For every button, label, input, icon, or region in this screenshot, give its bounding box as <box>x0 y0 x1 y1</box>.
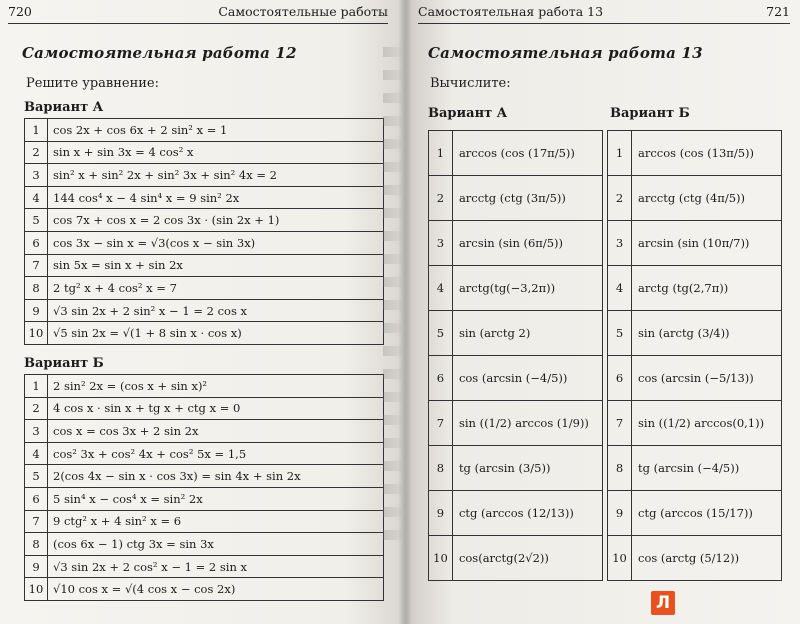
table-row <box>25 397 384 420</box>
row-number-a: 8 <box>429 446 453 491</box>
row-number-b: 8 <box>608 446 632 491</box>
equation: 144 cos⁴ x − 4 sin⁴ x = 9 sin² 2x <box>48 186 384 209</box>
instruction: Вычислите: <box>430 76 511 91</box>
row-number: 3 <box>25 420 48 443</box>
expression-b: arccos (cos (13π/5)) <box>632 131 782 176</box>
variant-b-title: Вариант Б <box>610 106 690 121</box>
right-page <box>406 0 800 624</box>
row-number-a: 1 <box>429 131 453 176</box>
row-number-b: 2 <box>608 176 632 221</box>
expression-a: tg (arcsin (3/5)) <box>452 446 602 491</box>
row-number-b: 7 <box>608 401 632 446</box>
running-head-title: Самостоятельная работа 13 <box>418 4 604 19</box>
table-row <box>25 231 384 254</box>
expression-b: arcsin (sin (10π/7)) <box>632 221 782 266</box>
table-row <box>25 164 384 187</box>
variant-a-title: Вариант А <box>24 100 104 115</box>
running-head <box>8 4 388 24</box>
table-row <box>429 221 782 266</box>
table-row <box>25 442 384 465</box>
table-row <box>429 176 782 221</box>
equation: sin² x + sin² 2x + sin² 3x + sin² 4x = 2 <box>48 164 384 187</box>
variant-b-title: Вариант Б <box>24 356 104 371</box>
publisher-logo: Л <box>651 591 675 615</box>
row-number: 7 <box>25 510 48 533</box>
row-number-a: 5 <box>429 311 453 356</box>
row-number: 10 <box>25 322 48 345</box>
equation: sin x + sin 3x = 4 cos² x <box>48 141 384 164</box>
expression-a: arcsin (sin (6π/5)) <box>452 221 602 266</box>
row-number-b: 3 <box>608 221 632 266</box>
table-row <box>25 141 384 164</box>
table-row <box>25 375 384 398</box>
row-number: 8 <box>25 277 48 300</box>
variant-b-table <box>24 374 384 601</box>
expression-b: arcctg (ctg (4π/5)) <box>632 176 782 221</box>
row-number: 10 <box>25 578 48 601</box>
equation: cos 3x − sin x = √3(cos x − sin 3x) <box>48 231 384 254</box>
expression-a: arcctg (ctg (3π/5)) <box>452 176 602 221</box>
table-row <box>25 465 384 488</box>
table-row <box>429 131 782 176</box>
table-row <box>25 555 384 578</box>
table-row <box>429 491 782 536</box>
row-number-a: 9 <box>429 491 453 536</box>
equation: 2 sin² 2x = (cos x + sin x)² <box>48 375 384 398</box>
expression-b: sin ((1/2) arccos(0,1)) <box>632 401 782 446</box>
row-number-a: 7 <box>429 401 453 446</box>
table-row <box>429 401 782 446</box>
row-number: 4 <box>25 442 48 465</box>
equation: 5 sin⁴ x − cos⁴ x = sin² 2x <box>48 487 384 510</box>
expression-b: cos (arcsin (−5/13)) <box>632 356 782 401</box>
table-row <box>25 533 384 556</box>
expression-a: arctg(tg(−3,2π)) <box>452 266 602 311</box>
equation: 9 ctg² x + 4 sin² x = 6 <box>48 510 384 533</box>
running-head-title: Самостоятельные работы <box>218 4 388 19</box>
row-number-b: 10 <box>608 536 632 581</box>
table-row <box>25 277 384 300</box>
table-row <box>429 536 782 581</box>
equation: √5 sin 2x = √(1 + 8 sin x · cos x) <box>48 322 384 345</box>
row-number: 6 <box>25 487 48 510</box>
row-number-b: 4 <box>608 266 632 311</box>
equation: (cos 6x − 1) ctg 3x = sin 3x <box>48 533 384 556</box>
expression-b: cos (arctg (5/12)) <box>632 536 782 581</box>
table-row <box>25 186 384 209</box>
row-number-a: 4 <box>429 266 453 311</box>
page-number: 720 <box>8 4 32 19</box>
section-title: Самостоятельная работа 12 <box>22 44 297 62</box>
row-number: 9 <box>25 299 48 322</box>
row-number: 5 <box>25 465 48 488</box>
row-number: 6 <box>25 231 48 254</box>
expression-a: sin (arctg 2) <box>452 311 602 356</box>
row-number: 8 <box>25 533 48 556</box>
table-row <box>429 311 782 356</box>
table-row <box>25 209 384 232</box>
table-row <box>25 420 384 443</box>
row-number-b: 6 <box>608 356 632 401</box>
row-number-b: 5 <box>608 311 632 356</box>
expression-b: arctg (tg(2,7π)) <box>632 266 782 311</box>
equation: sin 5x = sin x + sin 2x <box>48 254 384 277</box>
row-number: 1 <box>25 119 48 142</box>
equation: cos 2x + cos 6x + 2 sin² x = 1 <box>48 119 384 142</box>
row-number: 4 <box>25 186 48 209</box>
variant-a-table <box>24 118 384 345</box>
row-number-b: 1 <box>608 131 632 176</box>
row-number-b: 9 <box>608 491 632 536</box>
instruction: Решите уравнение: <box>26 76 160 91</box>
table-row <box>25 578 384 601</box>
equation: cos x = cos 3x + 2 sin 2x <box>48 420 384 443</box>
expression-b: sin (arctg (3/4)) <box>632 311 782 356</box>
row-number: 5 <box>25 209 48 232</box>
row-number: 2 <box>25 141 48 164</box>
expression-b: ctg (arccos (15/17)) <box>632 491 782 536</box>
row-number-a: 2 <box>429 176 453 221</box>
table-row <box>25 254 384 277</box>
equation: cos² 3x + cos² 4x + cos² 5x = 1,5 <box>48 442 384 465</box>
section-title: Самостоятельная работа 13 <box>428 44 703 62</box>
table-row <box>25 487 384 510</box>
row-number-a: 6 <box>429 356 453 401</box>
table-row <box>429 446 782 491</box>
equation: 4 cos x · sin x + tg x + ctg x = 0 <box>48 397 384 420</box>
equation: √3 sin 2x + 2 sin² x − 1 = 2 cos x <box>48 299 384 322</box>
row-number: 3 <box>25 164 48 187</box>
table-row <box>25 299 384 322</box>
expression-a: cos (arcsin (−4/5)) <box>452 356 602 401</box>
equation: √10 cos x = √(4 cos x − cos 2x) <box>48 578 384 601</box>
row-number-a: 3 <box>429 221 453 266</box>
page-number: 721 <box>766 4 790 19</box>
expression-a: arccos (cos (17π/5)) <box>452 131 602 176</box>
table-row <box>25 322 384 345</box>
expression-b: tg (arcsin (−4/5)) <box>632 446 782 491</box>
equation: 2 tg² x + 4 cos² x = 7 <box>48 277 384 300</box>
row-number: 2 <box>25 397 48 420</box>
table-row <box>429 356 782 401</box>
expression-a: ctg (arccos (12/13)) <box>452 491 602 536</box>
table-row <box>25 119 384 142</box>
row-number-a: 10 <box>429 536 453 581</box>
variant-a-title: Вариант А <box>428 106 508 121</box>
expression-a: cos(arctg(2√2)) <box>452 536 602 581</box>
row-number: 9 <box>25 555 48 578</box>
running-head <box>418 4 790 24</box>
table-row <box>429 266 782 311</box>
row-number: 7 <box>25 254 48 277</box>
table-row <box>25 510 384 533</box>
equation: √3 sin 2x + 2 cos² x − 1 = 2 sin x <box>48 555 384 578</box>
book-gutter <box>398 0 412 624</box>
row-number: 1 <box>25 375 48 398</box>
calc-table <box>428 130 782 581</box>
equation: 2(cos 4x − sin x · cos 3x) = sin 4x + sin 2x <box>48 465 384 488</box>
equation: cos 7x + cos x = 2 cos 3x · (sin 2x + 1) <box>48 209 384 232</box>
expression-a: sin ((1/2) arccos (1/9)) <box>452 401 602 446</box>
